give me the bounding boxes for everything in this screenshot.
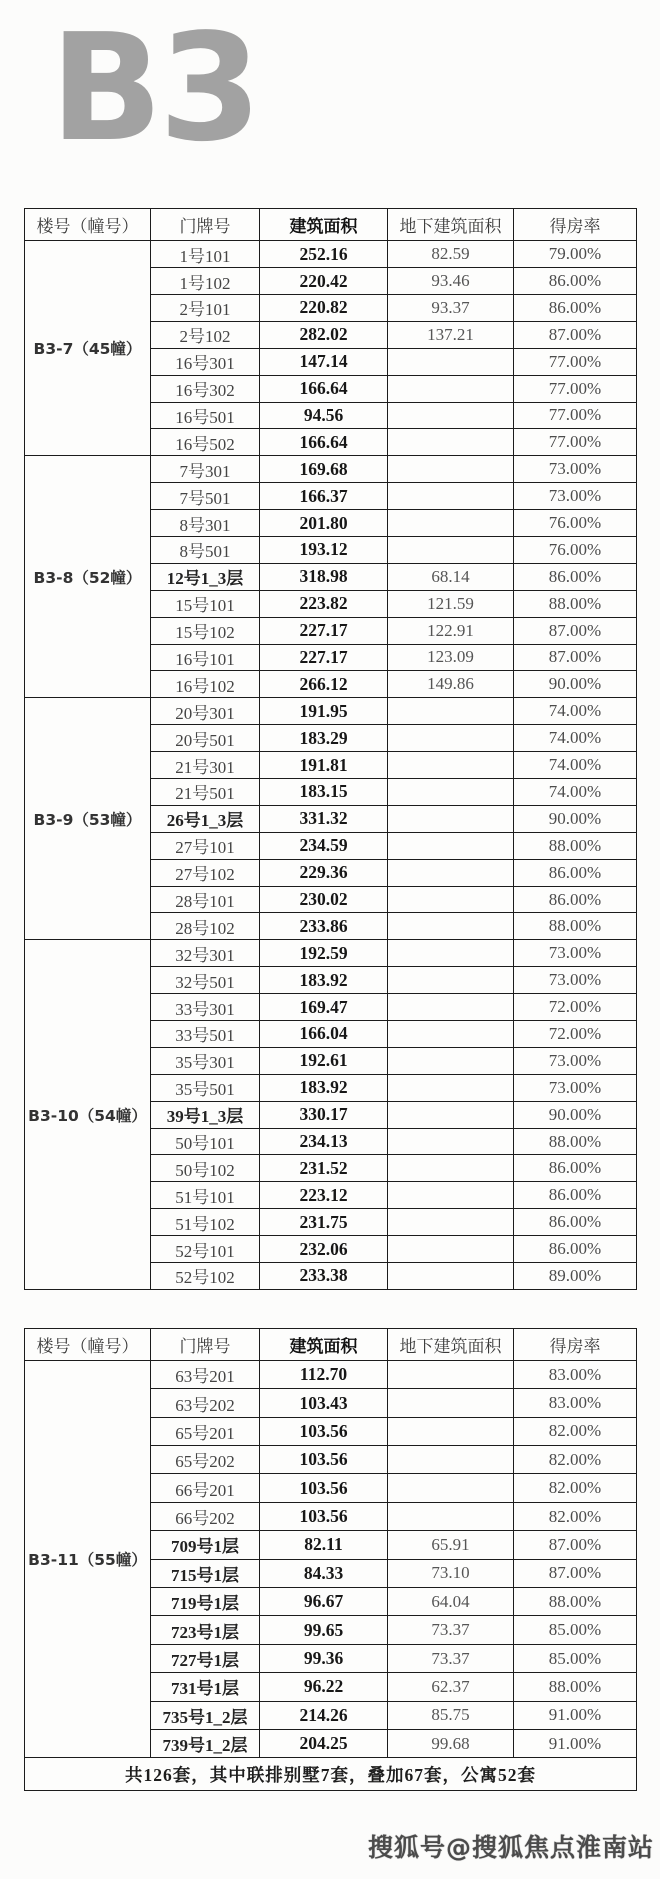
basement-area xyxy=(388,510,514,537)
floor-area: 330.17 xyxy=(260,1101,388,1128)
efficiency-rate: 86.00% xyxy=(514,1209,637,1236)
floor-area: 232.06 xyxy=(260,1236,388,1263)
watermark: 搜狐号@搜狐焦点淮南站 xyxy=(367,1833,654,1862)
door-number: 33号301 xyxy=(151,994,260,1021)
efficiency-rate-header: 得房率 xyxy=(514,209,637,241)
floor-area: 252.16 xyxy=(260,241,388,268)
door-number: 66号202 xyxy=(151,1502,260,1530)
door-number: 63号202 xyxy=(151,1389,260,1417)
basement-area xyxy=(388,1074,514,1101)
floor-area: 166.04 xyxy=(260,1021,388,1048)
floor-area: 169.47 xyxy=(260,994,388,1021)
floor-area: 230.02 xyxy=(260,886,388,913)
efficiency-rate: 86.00% xyxy=(514,1155,637,1182)
door-number: 715号1层 xyxy=(151,1559,260,1587)
floor-area: 234.13 xyxy=(260,1128,388,1155)
basement-area xyxy=(388,536,514,563)
floor-area: 84.33 xyxy=(260,1559,388,1587)
efficiency-rate: 74.00% xyxy=(514,698,637,725)
floor-area: 231.75 xyxy=(260,1209,388,1236)
floor-area: 103.43 xyxy=(260,1389,388,1417)
basement-area: 93.37 xyxy=(388,294,514,321)
floor-area: 99.65 xyxy=(260,1616,388,1644)
efficiency-rate: 90.00% xyxy=(514,671,637,698)
table-row xyxy=(25,241,637,268)
basement-area xyxy=(388,1502,514,1530)
basement-area xyxy=(388,994,514,1021)
floor-area: 183.15 xyxy=(260,779,388,806)
door-number: 739号1_2层 xyxy=(151,1730,260,1758)
floor-area: 99.36 xyxy=(260,1644,388,1672)
efficiency-rate: 86.00% xyxy=(514,1236,637,1263)
basement-area-header: 地下建筑面积 xyxy=(388,1328,514,1360)
efficiency-rate: 73.00% xyxy=(514,967,637,994)
floor-area: 169.68 xyxy=(260,456,388,483)
basement-area: 149.86 xyxy=(388,671,514,698)
efficiency-rate: 86.00% xyxy=(514,859,637,886)
door-number: 8号301 xyxy=(151,510,260,537)
door-number: 33号501 xyxy=(151,1021,260,1048)
efficiency-rate: 82.00% xyxy=(514,1474,637,1502)
units-table-1 xyxy=(24,208,637,1290)
door-number: 7号501 xyxy=(151,483,260,510)
efficiency-rate: 86.00% xyxy=(514,886,637,913)
units-table-2 xyxy=(24,1328,637,1791)
basement-area xyxy=(388,1236,514,1263)
efficiency-rate: 86.00% xyxy=(514,294,637,321)
efficiency-rate: 86.00% xyxy=(514,563,637,590)
basement-area xyxy=(388,456,514,483)
door-number: 52号102 xyxy=(151,1263,260,1290)
door-number: 16号101 xyxy=(151,644,260,671)
door-number: 727号1层 xyxy=(151,1644,260,1672)
door-number: 52号101 xyxy=(151,1236,260,1263)
floor-area: 191.81 xyxy=(260,752,388,779)
efficiency-rate: 91.00% xyxy=(514,1730,637,1758)
door-number: 1号102 xyxy=(151,268,260,295)
door-number: 28号102 xyxy=(151,913,260,940)
door-number: 2号101 xyxy=(151,294,260,321)
building-group-label: B3-7（45幢） xyxy=(25,241,151,456)
efficiency-rate: 82.00% xyxy=(514,1417,637,1445)
basement-area xyxy=(388,1155,514,1182)
basement-area xyxy=(388,483,514,510)
door-number: 719号1层 xyxy=(151,1588,260,1616)
floor-area: 331.32 xyxy=(260,805,388,832)
door-number: 16号301 xyxy=(151,348,260,375)
floor-area: 103.56 xyxy=(260,1474,388,1502)
efficiency-rate: 91.00% xyxy=(514,1701,637,1729)
efficiency-rate: 87.00% xyxy=(514,1531,637,1559)
basement-area xyxy=(388,1182,514,1209)
floor-area: 166.64 xyxy=(260,375,388,402)
basement-area xyxy=(388,779,514,806)
building-group-label: B3-8（52幢） xyxy=(25,456,151,698)
efficiency-rate: 73.00% xyxy=(514,483,637,510)
basement-area xyxy=(388,832,514,859)
efficiency-rate: 73.00% xyxy=(514,456,637,483)
door-number: 26号1_3层 xyxy=(151,805,260,832)
floor-area: 112.70 xyxy=(260,1360,388,1388)
efficiency-rate: 88.00% xyxy=(514,1588,637,1616)
efficiency-rate: 77.00% xyxy=(514,375,637,402)
basement-area xyxy=(388,1360,514,1388)
floor-area: 227.17 xyxy=(260,617,388,644)
floor-area: 282.02 xyxy=(260,321,388,348)
basement-area: 122.91 xyxy=(388,617,514,644)
floor-area: 183.92 xyxy=(260,1074,388,1101)
page xyxy=(0,2,660,1879)
floor-area: 166.37 xyxy=(260,483,388,510)
floor-area: 147.14 xyxy=(260,348,388,375)
header-row xyxy=(25,1328,637,1360)
basement-area xyxy=(388,967,514,994)
page-title: B3 xyxy=(50,2,258,174)
basement-area: 73.37 xyxy=(388,1644,514,1672)
door-number: 65号201 xyxy=(151,1417,260,1445)
efficiency-rate: 88.00% xyxy=(514,913,637,940)
efficiency-rate: 77.00% xyxy=(514,402,637,429)
door-number: 35号301 xyxy=(151,1047,260,1074)
door-number: 27号101 xyxy=(151,832,260,859)
floor-area: 223.12 xyxy=(260,1182,388,1209)
door-number: 65号202 xyxy=(151,1446,260,1474)
door-number: 723号1层 xyxy=(151,1616,260,1644)
floor-area: 266.12 xyxy=(260,671,388,698)
efficiency-rate: 87.00% xyxy=(514,617,637,644)
efficiency-rate: 88.00% xyxy=(514,832,637,859)
basement-area: 82.59 xyxy=(388,241,514,268)
summary-text: 共126套，其中联排别墅7套，叠加67套，公寓52套 xyxy=(25,1758,637,1791)
efficiency-rate: 77.00% xyxy=(514,348,637,375)
efficiency-rate: 86.00% xyxy=(514,268,637,295)
floor-area: 233.38 xyxy=(260,1263,388,1290)
floor-area: 183.29 xyxy=(260,725,388,752)
floor-area: 220.82 xyxy=(260,294,388,321)
efficiency-rate: 79.00% xyxy=(514,241,637,268)
door-number: 2号102 xyxy=(151,321,260,348)
basement-area: 137.21 xyxy=(388,321,514,348)
door-number: 39号1_3层 xyxy=(151,1101,260,1128)
basement-area xyxy=(388,1446,514,1474)
basement-area xyxy=(388,1474,514,1502)
floor-area: 96.67 xyxy=(260,1588,388,1616)
basement-area xyxy=(388,1128,514,1155)
efficiency-rate: 85.00% xyxy=(514,1616,637,1644)
door-number: 32号301 xyxy=(151,940,260,967)
door-number-header: 门牌号 xyxy=(151,209,260,241)
door-number: 16号501 xyxy=(151,402,260,429)
building-group-label: B3-10（54幢） xyxy=(25,940,151,1290)
basement-area xyxy=(388,752,514,779)
floor-area: 94.56 xyxy=(260,402,388,429)
efficiency-rate: 87.00% xyxy=(514,644,637,671)
door-number: 63号201 xyxy=(151,1360,260,1388)
floor-area: 103.56 xyxy=(260,1502,388,1530)
table-row xyxy=(25,456,637,483)
door-number: 1号101 xyxy=(151,241,260,268)
basement-area: 99.68 xyxy=(388,1730,514,1758)
efficiency-rate: 73.00% xyxy=(514,940,637,967)
floor-area: 103.56 xyxy=(260,1446,388,1474)
door-number: 50号101 xyxy=(151,1128,260,1155)
floor-area: 96.22 xyxy=(260,1673,388,1701)
basement-area xyxy=(388,1047,514,1074)
efficiency-rate: 90.00% xyxy=(514,1101,637,1128)
building-group-label: B3-11（55幢） xyxy=(25,1360,151,1757)
table-row xyxy=(25,698,637,725)
efficiency-rate: 87.00% xyxy=(514,321,637,348)
door-number: 28号101 xyxy=(151,886,260,913)
efficiency-rate: 74.00% xyxy=(514,725,637,752)
basement-area: 73.10 xyxy=(388,1559,514,1587)
door-number: 16号302 xyxy=(151,375,260,402)
basement-area xyxy=(388,1263,514,1290)
door-number: 8号501 xyxy=(151,536,260,563)
floor-area: 227.17 xyxy=(260,644,388,671)
table-row xyxy=(25,1360,637,1388)
floor-area: 204.25 xyxy=(260,1730,388,1758)
basement-area: 123.09 xyxy=(388,644,514,671)
efficiency-rate: 87.00% xyxy=(514,1559,637,1587)
efficiency-rate-header: 得房率 xyxy=(514,1328,637,1360)
basement-area: 121.59 xyxy=(388,590,514,617)
basement-area xyxy=(388,1101,514,1128)
floor-area-header: 建筑面积 xyxy=(260,1328,388,1360)
basement-area: 93.46 xyxy=(388,268,514,295)
floor-area: 214.26 xyxy=(260,1701,388,1729)
door-number: 15号102 xyxy=(151,617,260,644)
building-group-label: B3-9（53幢） xyxy=(25,698,151,940)
door-number: 7号301 xyxy=(151,456,260,483)
floor-area: 233.86 xyxy=(260,913,388,940)
efficiency-rate: 86.00% xyxy=(514,1182,637,1209)
header-row xyxy=(25,209,637,241)
floor-area: 192.61 xyxy=(260,1047,388,1074)
efficiency-rate: 82.00% xyxy=(514,1446,637,1474)
door-number: 20号501 xyxy=(151,725,260,752)
efficiency-rate: 73.00% xyxy=(514,1074,637,1101)
door-number: 709号1层 xyxy=(151,1531,260,1559)
basement-area xyxy=(388,886,514,913)
floor-area-header: 建筑面积 xyxy=(260,209,388,241)
door-number: 35号501 xyxy=(151,1074,260,1101)
floor-area: 166.64 xyxy=(260,429,388,456)
floor-area: 201.80 xyxy=(260,510,388,537)
efficiency-rate: 72.00% xyxy=(514,994,637,1021)
basement-area xyxy=(388,1021,514,1048)
floor-area: 318.98 xyxy=(260,563,388,590)
table-row xyxy=(25,940,637,967)
basement-area xyxy=(388,375,514,402)
efficiency-rate: 88.00% xyxy=(514,590,637,617)
basement-area xyxy=(388,940,514,967)
floor-area: 234.59 xyxy=(260,832,388,859)
floor-area: 223.82 xyxy=(260,590,388,617)
efficiency-rate: 82.00% xyxy=(514,1502,637,1530)
basement-area xyxy=(388,1417,514,1445)
floor-area: 82.11 xyxy=(260,1531,388,1559)
basement-area: 65.91 xyxy=(388,1531,514,1559)
basement-area: 85.75 xyxy=(388,1701,514,1729)
door-number: 12号1_3层 xyxy=(151,563,260,590)
basement-area-header: 地下建筑面积 xyxy=(388,209,514,241)
building-number-header: 楼号（幢号） xyxy=(25,1328,151,1360)
door-number: 15号101 xyxy=(151,590,260,617)
basement-area xyxy=(388,348,514,375)
door-number: 51号102 xyxy=(151,1209,260,1236)
building-number-header: 楼号（幢号） xyxy=(25,209,151,241)
door-number: 21号301 xyxy=(151,752,260,779)
door-number: 16号502 xyxy=(151,429,260,456)
basement-area xyxy=(388,805,514,832)
basement-area: 64.04 xyxy=(388,1588,514,1616)
door-number: 27号102 xyxy=(151,859,260,886)
summary-row xyxy=(25,1758,637,1791)
efficiency-rate: 83.00% xyxy=(514,1360,637,1388)
door-number: 32号501 xyxy=(151,967,260,994)
efficiency-rate: 89.00% xyxy=(514,1263,637,1290)
door-number: 731号1层 xyxy=(151,1673,260,1701)
efficiency-rate: 85.00% xyxy=(514,1644,637,1672)
floor-area: 191.95 xyxy=(260,698,388,725)
door-number-header: 门牌号 xyxy=(151,1328,260,1360)
floor-area: 183.92 xyxy=(260,967,388,994)
efficiency-rate: 83.00% xyxy=(514,1389,637,1417)
basement-area xyxy=(388,1389,514,1417)
door-number: 20号301 xyxy=(151,698,260,725)
basement-area xyxy=(388,913,514,940)
basement-area xyxy=(388,1209,514,1236)
efficiency-rate: 74.00% xyxy=(514,752,637,779)
efficiency-rate: 90.00% xyxy=(514,805,637,832)
floor-area: 103.56 xyxy=(260,1417,388,1445)
floor-area: 231.52 xyxy=(260,1155,388,1182)
door-number: 16号102 xyxy=(151,671,260,698)
door-number: 21号501 xyxy=(151,779,260,806)
door-number: 51号101 xyxy=(151,1182,260,1209)
efficiency-rate: 73.00% xyxy=(514,1047,637,1074)
floor-area: 220.42 xyxy=(260,268,388,295)
door-number: 735号1_2层 xyxy=(151,1701,260,1729)
basement-area: 68.14 xyxy=(388,563,514,590)
basement-area xyxy=(388,725,514,752)
efficiency-rate: 72.00% xyxy=(514,1021,637,1048)
basement-area xyxy=(388,698,514,725)
basement-area xyxy=(388,859,514,886)
efficiency-rate: 77.00% xyxy=(514,429,637,456)
basement-area: 62.37 xyxy=(388,1673,514,1701)
floor-area: 192.59 xyxy=(260,940,388,967)
efficiency-rate: 88.00% xyxy=(514,1673,637,1701)
efficiency-rate: 88.00% xyxy=(514,1128,637,1155)
floor-area: 229.36 xyxy=(260,859,388,886)
efficiency-rate: 74.00% xyxy=(514,779,637,806)
floor-area: 193.12 xyxy=(260,536,388,563)
basement-area xyxy=(388,429,514,456)
door-number: 50号102 xyxy=(151,1155,260,1182)
basement-area xyxy=(388,402,514,429)
basement-area: 73.37 xyxy=(388,1616,514,1644)
door-number: 66号201 xyxy=(151,1474,260,1502)
efficiency-rate: 76.00% xyxy=(514,510,637,537)
efficiency-rate: 76.00% xyxy=(514,536,637,563)
